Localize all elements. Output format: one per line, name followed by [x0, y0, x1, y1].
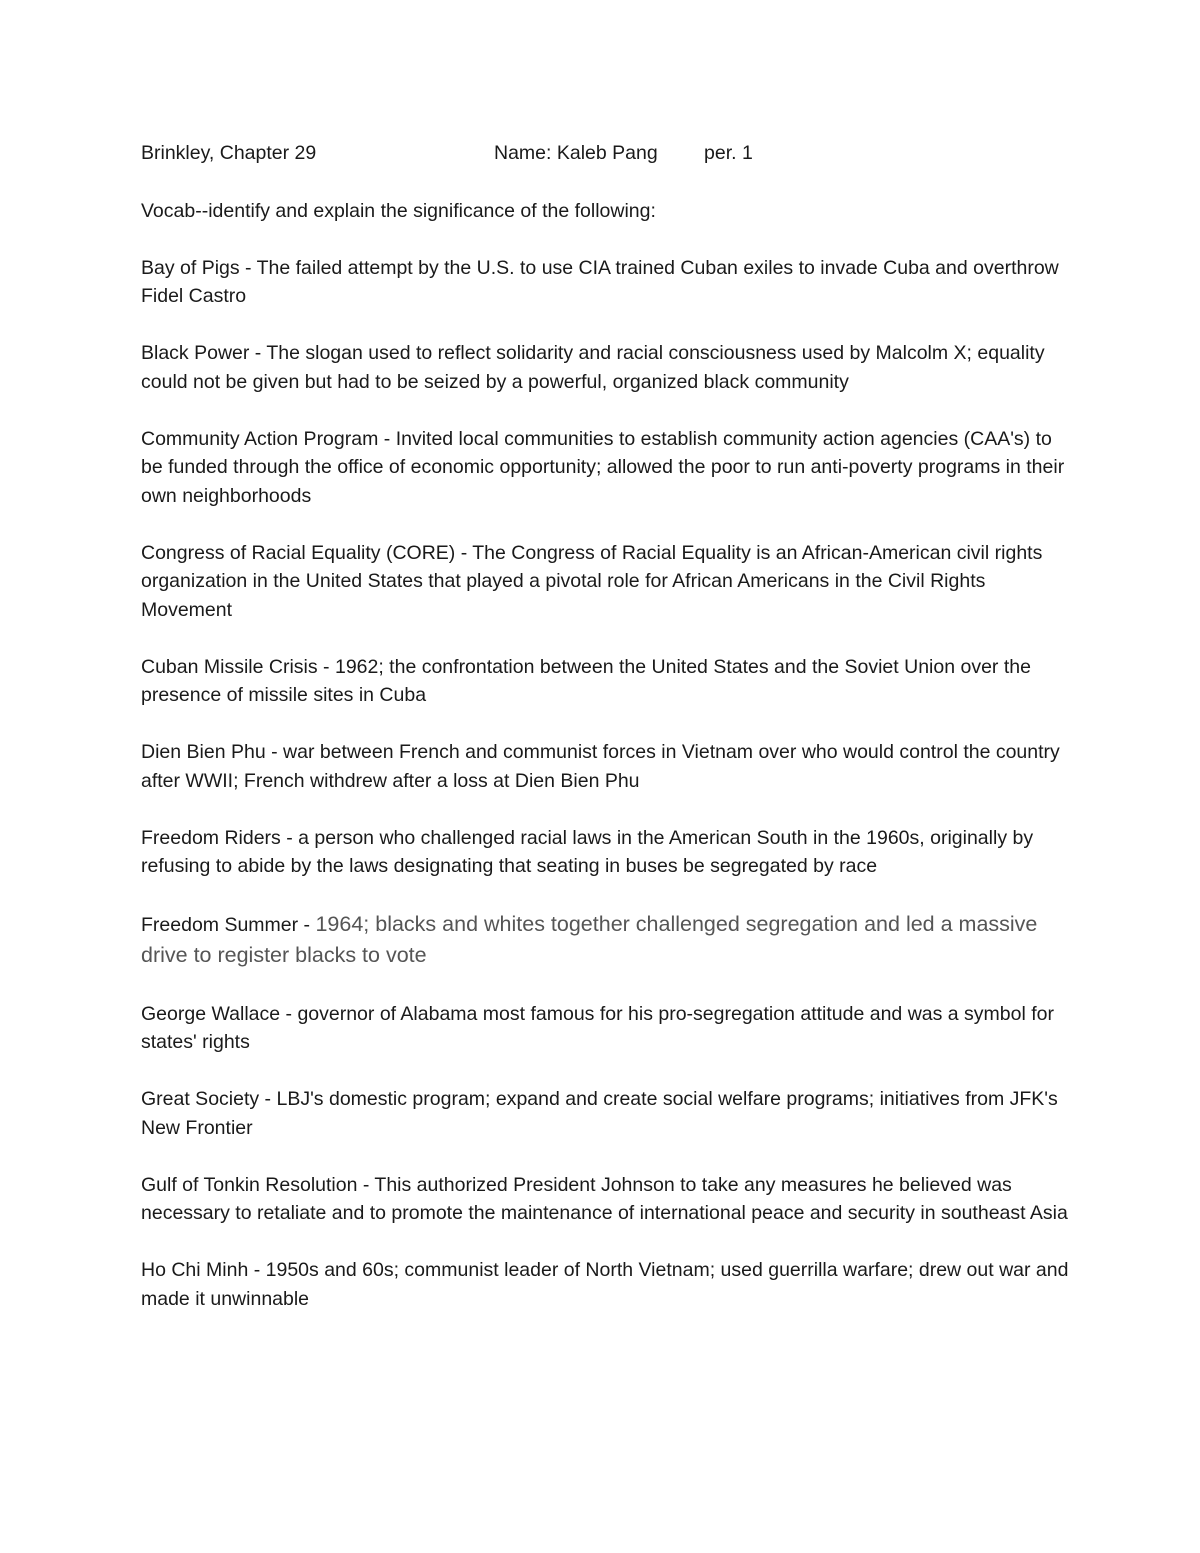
- vocab-definition: 1964; blacks and whites together challenged segregation and led a massive drive to register blacks to vote: [141, 912, 1038, 967]
- vocab-entry-black-power: [141, 339, 1071, 396]
- vocab-term: Gulf of Tonkin Resolution: [141, 1173, 358, 1196]
- vocab-definition: The failed attempt by the U.S. to use CIA trained Cuban exiles to invade Cuba and overthrow Fidel Castro: [141, 256, 1059, 307]
- term-separator: -: [249, 342, 267, 364]
- vocab-term: Community Action Program: [141, 427, 379, 450]
- vocab-term: Dien Bien Phu: [141, 741, 266, 763]
- vocab-definition: LBJ's domestic program; expand and create social welfare programs; initiatives from JFK's New Frontier: [141, 1088, 1058, 1139]
- vocab-entry-george-wallace: [141, 1000, 1071, 1057]
- vocab-term: Great Society: [141, 1088, 260, 1110]
- vocab-entry-cuban-missile-crisis: [141, 653, 1071, 710]
- class-period: per. 1: [704, 142, 753, 164]
- vocab-entry-bay-of-pigs: [141, 254, 1071, 311]
- vocab-term: George Wallace: [141, 1002, 281, 1025]
- term-separator: -: [378, 427, 396, 450]
- vocab-term: Bay of Pigs: [141, 256, 240, 279]
- vocab-entry-core: [141, 539, 1071, 625]
- document-header: [141, 139, 1071, 168]
- term-separator: -: [259, 1088, 277, 1110]
- term-separator: -: [317, 655, 335, 678]
- instructions: Vocab--identify and explain the significance of the following:: [141, 199, 656, 222]
- term-separator: -: [280, 826, 299, 849]
- vocab-definition: The slogan used to reflect solidarity and racial consciousness used by Malcolm X; equality could not be given but had to be seized by a powerful, organized black community: [141, 342, 1045, 393]
- vocab-definition: This authorized President Johnson to take any measures he believed was necessary to retaliate and to promote the maintenance of international peace and security in southeast Asia: [141, 1173, 1068, 1224]
- vocab-definition: governor of Alabama most famous for his pro-segregation attitude and was a symbol for states' rights: [141, 1002, 1054, 1053]
- vocab-term: Black Power: [141, 342, 250, 364]
- vocab-definition: war between French and communist forces in Vietnam over who would control the country after WWII; French withdrew after a loss at Dien Bien Phu: [141, 741, 1060, 792]
- vocab-definition: The Congress of Racial Equality is an African-American civil rights organization in the United States that played a pivotal role for African Americans in the Civil Rights Movement: [141, 541, 1043, 621]
- vocab-term: Freedom Riders: [141, 826, 281, 849]
- vocab-entry-dien-bien-phu: [141, 738, 1071, 795]
- vocab-definition: 1962; the confrontation between the United States and the Soviet Union over the presence of missile sites in Cuba: [141, 655, 1031, 706]
- vocab-definition: a person who challenged racial laws in the American South in the 1960s, originally by refusing to abide by the laws designating that seating in buses be segregated by race: [141, 826, 1034, 877]
- term-separator: -: [298, 914, 316, 936]
- vocab-term: Freedom Summer: [141, 914, 299, 936]
- student-name: Name: Kaleb Pang: [494, 142, 658, 164]
- vocab-term: Cuban Missile Crisis: [141, 655, 318, 678]
- vocab-entry-freedom-summer: [141, 909, 1071, 971]
- chapter-title: Brinkley, Chapter 29: [141, 142, 317, 164]
- vocab-list: [141, 254, 1071, 1314]
- vocab-term: Ho Chi Minh: [141, 1259, 249, 1281]
- term-separator: -: [239, 256, 257, 279]
- vocab-entry-great-society: [141, 1085, 1071, 1142]
- vocab-definition: Invited local communities to establish community action agencies (CAA's) to be funded through the office of economic opportunity; allowed the poor to run anti-poverty programs in their own neighborhoods: [141, 427, 1065, 507]
- vocab-entry-community-action-program: [141, 425, 1071, 511]
- document-page: [141, 139, 1071, 1342]
- vocab-entry-gulf-of-tonkin-resolution: [141, 1171, 1071, 1228]
- term-separator: -: [280, 1002, 298, 1025]
- term-separator: -: [248, 1259, 266, 1281]
- term-separator: -: [265, 741, 284, 763]
- vocab-entry-freedom-riders: [141, 824, 1071, 881]
- vocab-term: Congress of Racial Equality (CORE): [141, 541, 456, 564]
- vocab-entry-ho-chi-minh: [141, 1256, 1071, 1313]
- term-separator: -: [357, 1173, 375, 1196]
- term-separator: -: [455, 541, 473, 564]
- vocab-definition: 1950s and 60s; communist leader of North Vietnam; used guerrilla warfare; drew out war and made it unwinnable: [141, 1259, 1069, 1310]
